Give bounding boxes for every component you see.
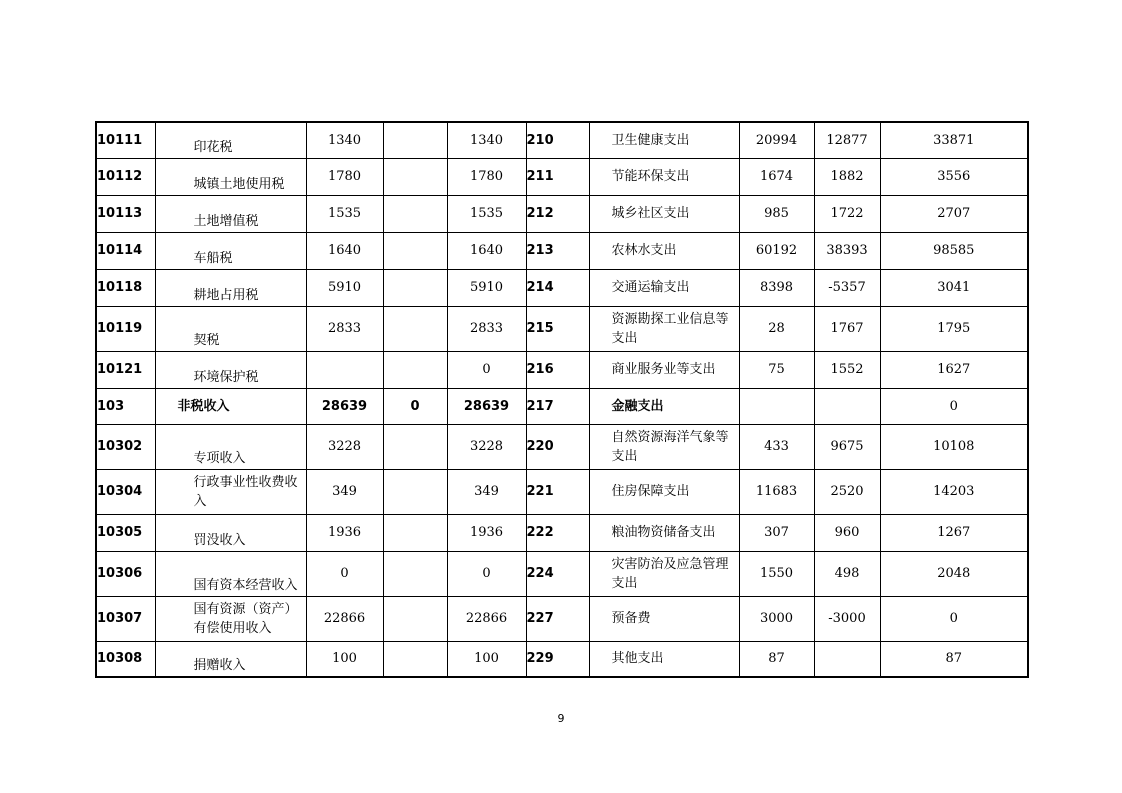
expense-value-3: 98585 [880, 232, 1028, 269]
revenue-value-2 [383, 195, 447, 232]
revenue-value-3: 1535 [447, 195, 526, 232]
revenue-value-2 [383, 469, 447, 514]
revenue-value-3: 0 [447, 351, 526, 388]
expense-value-3: 3556 [880, 158, 1028, 195]
revenue-code: 103 [96, 388, 155, 424]
expense-value-2: 960 [814, 514, 880, 551]
expense-value-1: 87 [739, 641, 814, 677]
revenue-value-2: 0 [383, 388, 447, 424]
table-row [96, 469, 1028, 514]
expense-name-text: 交通运输支出 [611, 280, 690, 295]
expense-name [589, 424, 739, 469]
expense-code: 220 [526, 424, 589, 469]
expense-value-3: 10108 [880, 424, 1028, 469]
revenue-value-1: 100 [306, 641, 383, 677]
revenue-value-3: 1340 [447, 122, 526, 158]
revenue-code: 10113 [96, 195, 155, 232]
revenue-name-text: 城镇土地使用税 [193, 176, 285, 192]
expense-code: 215 [526, 306, 589, 351]
revenue-name [155, 641, 306, 677]
revenue-value-1: 1340 [306, 122, 383, 158]
expense-name [589, 269, 739, 306]
table-row [96, 269, 1028, 306]
expense-code: 229 [526, 641, 589, 677]
expense-code: 222 [526, 514, 589, 551]
revenue-value-2 [383, 306, 447, 351]
expense-value-1: 1550 [739, 551, 814, 596]
revenue-name [155, 351, 306, 388]
revenue-value-1: 0 [306, 551, 383, 596]
expense-code: 227 [526, 596, 589, 641]
expense-value-1: 60192 [739, 232, 814, 269]
budget-table [95, 121, 1029, 678]
revenue-value-2 [383, 232, 447, 269]
revenue-name [155, 158, 306, 195]
revenue-value-1: 5910 [306, 269, 383, 306]
expense-name [589, 306, 739, 351]
revenue-value-2 [383, 424, 447, 469]
revenue-value-3: 100 [447, 641, 526, 677]
expense-name-text: 商业服务业等支出 [611, 362, 716, 377]
revenue-value-1: 1640 [306, 232, 383, 269]
revenue-name-text: 国有资源（资产）有偿使用收入 [193, 601, 298, 636]
revenue-value-3: 28639 [447, 388, 526, 424]
expense-value-1: 1674 [739, 158, 814, 195]
table-row [96, 195, 1028, 232]
revenue-name-text: 土地增值税 [193, 213, 259, 229]
expense-name-text: 节能环保支出 [611, 169, 690, 184]
revenue-value-1: 1780 [306, 158, 383, 195]
revenue-value-1: 2833 [306, 306, 383, 351]
expense-value-3: 87 [880, 641, 1028, 677]
revenue-name-text: 捐赠收入 [193, 658, 246, 673]
expense-name-text: 住房保障支出 [611, 484, 690, 499]
revenue-value-2 [383, 551, 447, 596]
expense-value-1: 20994 [739, 122, 814, 158]
expense-value-1: 8398 [739, 269, 814, 306]
revenue-name-text: 非税收入 [177, 398, 230, 414]
expense-name [589, 388, 739, 424]
revenue-value-1: 28639 [306, 388, 383, 424]
expense-value-2: 1767 [814, 306, 880, 351]
revenue-value-3: 22866 [447, 596, 526, 641]
revenue-name [155, 122, 306, 158]
expense-name-text: 粮油物资储备支出 [611, 525, 716, 540]
revenue-value-2 [383, 596, 447, 641]
revenue-value-1: 3228 [306, 424, 383, 469]
revenue-name-text: 行政事业性收费收入 [193, 474, 298, 509]
expense-name-text: 城乡社区支出 [611, 206, 690, 221]
revenue-value-2 [383, 641, 447, 677]
expense-value-3: 2048 [880, 551, 1028, 596]
expense-code: 210 [526, 122, 589, 158]
expense-value-2: 1882 [814, 158, 880, 195]
expense-code: 221 [526, 469, 589, 514]
expense-code: 216 [526, 351, 589, 388]
revenue-code: 10308 [96, 641, 155, 677]
expense-value-2: 1552 [814, 351, 880, 388]
expense-name-text: 农林水支出 [611, 243, 677, 258]
revenue-code: 10307 [96, 596, 155, 641]
revenue-name [155, 469, 306, 514]
revenue-value-3: 1936 [447, 514, 526, 551]
expense-value-3: 33871 [880, 122, 1028, 158]
revenue-name-text: 专项收入 [193, 450, 246, 466]
page-number: 9 [557, 712, 565, 725]
expense-name [589, 195, 739, 232]
expense-value-1: 75 [739, 351, 814, 388]
revenue-name-text: 契税 [193, 332, 220, 348]
expense-code: 211 [526, 158, 589, 195]
revenue-code: 10118 [96, 269, 155, 306]
expense-value-1: 11683 [739, 469, 814, 514]
expense-name [589, 514, 739, 551]
revenue-name [155, 514, 306, 551]
revenue-value-1: 349 [306, 469, 383, 514]
table-body [96, 122, 1028, 677]
revenue-value-3: 1780 [447, 158, 526, 195]
expense-value-2 [814, 641, 880, 677]
expense-name-text: 其他支出 [611, 651, 664, 667]
revenue-value-2 [383, 269, 447, 306]
table-row [96, 306, 1028, 351]
revenue-name [155, 388, 306, 424]
revenue-code: 10112 [96, 158, 155, 195]
revenue-name [155, 551, 306, 596]
revenue-value-3: 5910 [447, 269, 526, 306]
expense-value-3: 0 [880, 596, 1028, 641]
revenue-code: 10114 [96, 232, 155, 269]
expense-code: 217 [526, 388, 589, 424]
revenue-value-1: 22866 [306, 596, 383, 641]
expense-value-1 [739, 388, 814, 424]
expense-value-1: 433 [739, 424, 814, 469]
revenue-code: 10304 [96, 469, 155, 514]
expense-value-1: 307 [739, 514, 814, 551]
revenue-name [155, 195, 306, 232]
revenue-value-2 [383, 514, 447, 551]
revenue-value-3: 1640 [447, 232, 526, 269]
expense-value-2: 38393 [814, 232, 880, 269]
expense-code: 212 [526, 195, 589, 232]
expense-value-2: 9675 [814, 424, 880, 469]
expense-value-3: 1795 [880, 306, 1028, 351]
revenue-value-2 [383, 158, 447, 195]
expense-name-text: 自然资源海洋气象等支出 [611, 429, 729, 464]
revenue-name-text: 罚没收入 [193, 532, 246, 548]
expense-name-text: 资源勘探工业信息等支出 [611, 311, 729, 346]
revenue-code: 10302 [96, 424, 155, 469]
table-row [96, 641, 1028, 677]
revenue-name [155, 596, 306, 641]
table-row [96, 514, 1028, 551]
expense-code: 213 [526, 232, 589, 269]
expense-value-1: 3000 [739, 596, 814, 641]
expense-name [589, 232, 739, 269]
revenue-value-2 [383, 351, 447, 388]
revenue-name [155, 306, 306, 351]
revenue-value-3: 0 [447, 551, 526, 596]
revenue-value-2 [383, 122, 447, 158]
expense-name [589, 158, 739, 195]
table-row [96, 232, 1028, 269]
expense-value-2 [814, 388, 880, 424]
table-row [96, 351, 1028, 388]
expense-value-2: -3000 [814, 596, 880, 641]
revenue-name-text: 国有资本经营收入 [193, 577, 298, 593]
revenue-name-text: 车船税 [193, 250, 233, 266]
expense-name [589, 596, 739, 641]
expense-name-text: 预备费 [611, 611, 651, 626]
revenue-value-1 [306, 351, 383, 388]
revenue-code: 10305 [96, 514, 155, 551]
table-row [96, 596, 1028, 641]
expense-value-1: 985 [739, 195, 814, 232]
revenue-name [155, 269, 306, 306]
expense-value-3: 3041 [880, 269, 1028, 306]
expense-value-2: 12877 [814, 122, 880, 158]
expense-value-3: 2707 [880, 195, 1028, 232]
expense-name [589, 641, 739, 677]
table-row [96, 551, 1028, 596]
expense-value-2: -5357 [814, 269, 880, 306]
expense-value-3: 1267 [880, 514, 1028, 551]
table-row [96, 424, 1028, 469]
revenue-value-3: 349 [447, 469, 526, 514]
expense-name-text: 灾害防治及应急管理支出 [611, 556, 729, 591]
expense-value-2: 1722 [814, 195, 880, 232]
revenue-name [155, 424, 306, 469]
expense-name [589, 551, 739, 596]
revenue-code: 10119 [96, 306, 155, 351]
table-row [96, 158, 1028, 195]
revenue-code: 10111 [96, 122, 155, 158]
expense-name-text: 卫生健康支出 [611, 132, 690, 148]
revenue-value-3: 2833 [447, 306, 526, 351]
revenue-code: 10306 [96, 551, 155, 596]
expense-name-text: 金融支出 [611, 398, 664, 414]
expense-value-1: 28 [739, 306, 814, 351]
expense-value-3: 1627 [880, 351, 1028, 388]
expense-code: 214 [526, 269, 589, 306]
expense-value-2: 2520 [814, 469, 880, 514]
revenue-value-1: 1535 [306, 195, 383, 232]
expense-name [589, 122, 739, 158]
revenue-name [155, 232, 306, 269]
table-row [96, 388, 1028, 424]
expense-value-2: 498 [814, 551, 880, 596]
expense-value-3: 0 [880, 388, 1028, 424]
table-row [96, 122, 1028, 158]
expense-name [589, 351, 739, 388]
revenue-code: 10121 [96, 351, 155, 388]
expense-value-3: 14203 [880, 469, 1028, 514]
expense-name [589, 469, 739, 514]
revenue-value-3: 3228 [447, 424, 526, 469]
revenue-name-text: 耕地占用税 [193, 287, 259, 303]
revenue-name-text: 环境保护税 [193, 369, 259, 385]
revenue-value-1: 1936 [306, 514, 383, 551]
revenue-name-text: 印花税 [193, 139, 233, 155]
expense-code: 224 [526, 551, 589, 596]
